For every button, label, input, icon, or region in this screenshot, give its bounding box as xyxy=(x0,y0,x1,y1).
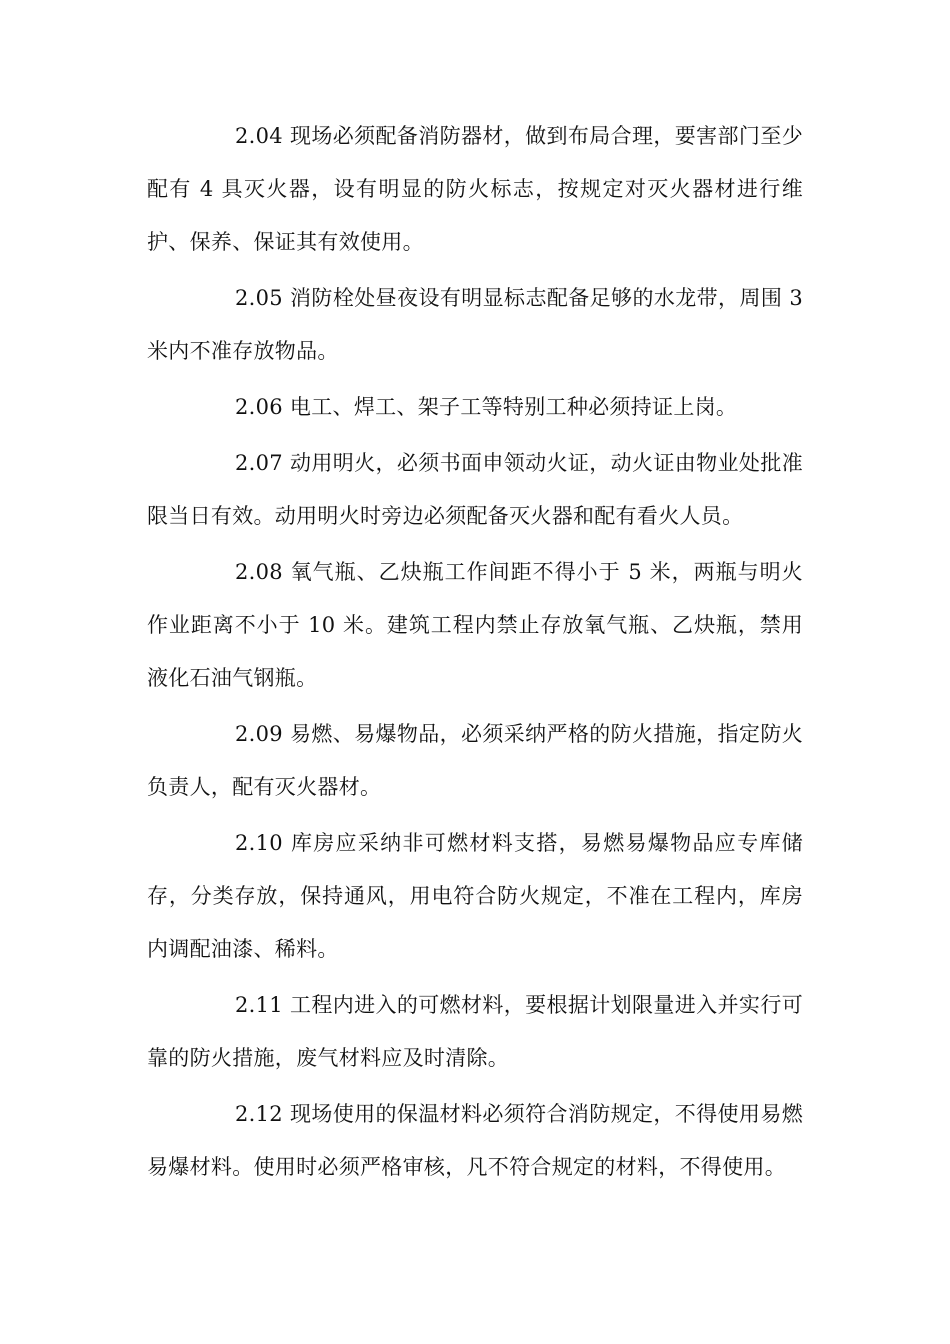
paragraph-2-08: 2.08 氧气瓶、乙炔瓶工作间距不得小于 5 米，两瓶与明火作业距离不小于 10 米。建筑工程内禁止存放氧气瓶、乙炔瓶，禁用液化石油气钢瓶。 xyxy=(147,560,803,690)
document-body xyxy=(147,110,803,1197)
paragraph-2-09: 2.09 易燃、易爆物品，必须采纳严格的防火措施，指定防火负责人，配有灭火器材。 xyxy=(147,722,803,799)
paragraph-2-05: 2.05 消防栓处昼夜设有明显标志配备足够的水龙带，周围 3 米内不准存放物品。 xyxy=(147,286,803,363)
paragraph-2-12: 2.12 现场使用的保温材料必须符合消防规定，不得使用易燃易爆材料。使用时必须严格审核，凡不符合规定的材料，不得使用。 xyxy=(147,1102,803,1179)
paragraph-2-10: 2.10 库房应采纳非可燃材料支搭，易燃易爆物品应专库储存，分类存放，保持通风，用电符合防火规定，不准在工程内，库房内调配油漆、稀料。 xyxy=(147,831,803,961)
paragraph-2-07: 2.07 动用明火，必须书面申领动火证，动火证由物业处批准限当日有效。动用明火时旁边必须配备灭火器和配有看火人员。 xyxy=(147,451,803,528)
paragraph-2-04: 2.04 现场必须配备消防器材，做到布局合理，要害部门至少配有 4 具灭火器，设有明显的防火标志，按规定对灭火器材进行维护、保养、保证其有效使用。 xyxy=(147,124,803,254)
paragraph-2-11: 2.11 工程内进入的可燃材料，要根据计划限量进入并实行可靠的防火措施，废气材料应及时清除。 xyxy=(147,993,803,1070)
paragraph-2-06: 2.06 电工、焊工、架子工等特别工种必须持证上岗。 xyxy=(235,395,738,419)
